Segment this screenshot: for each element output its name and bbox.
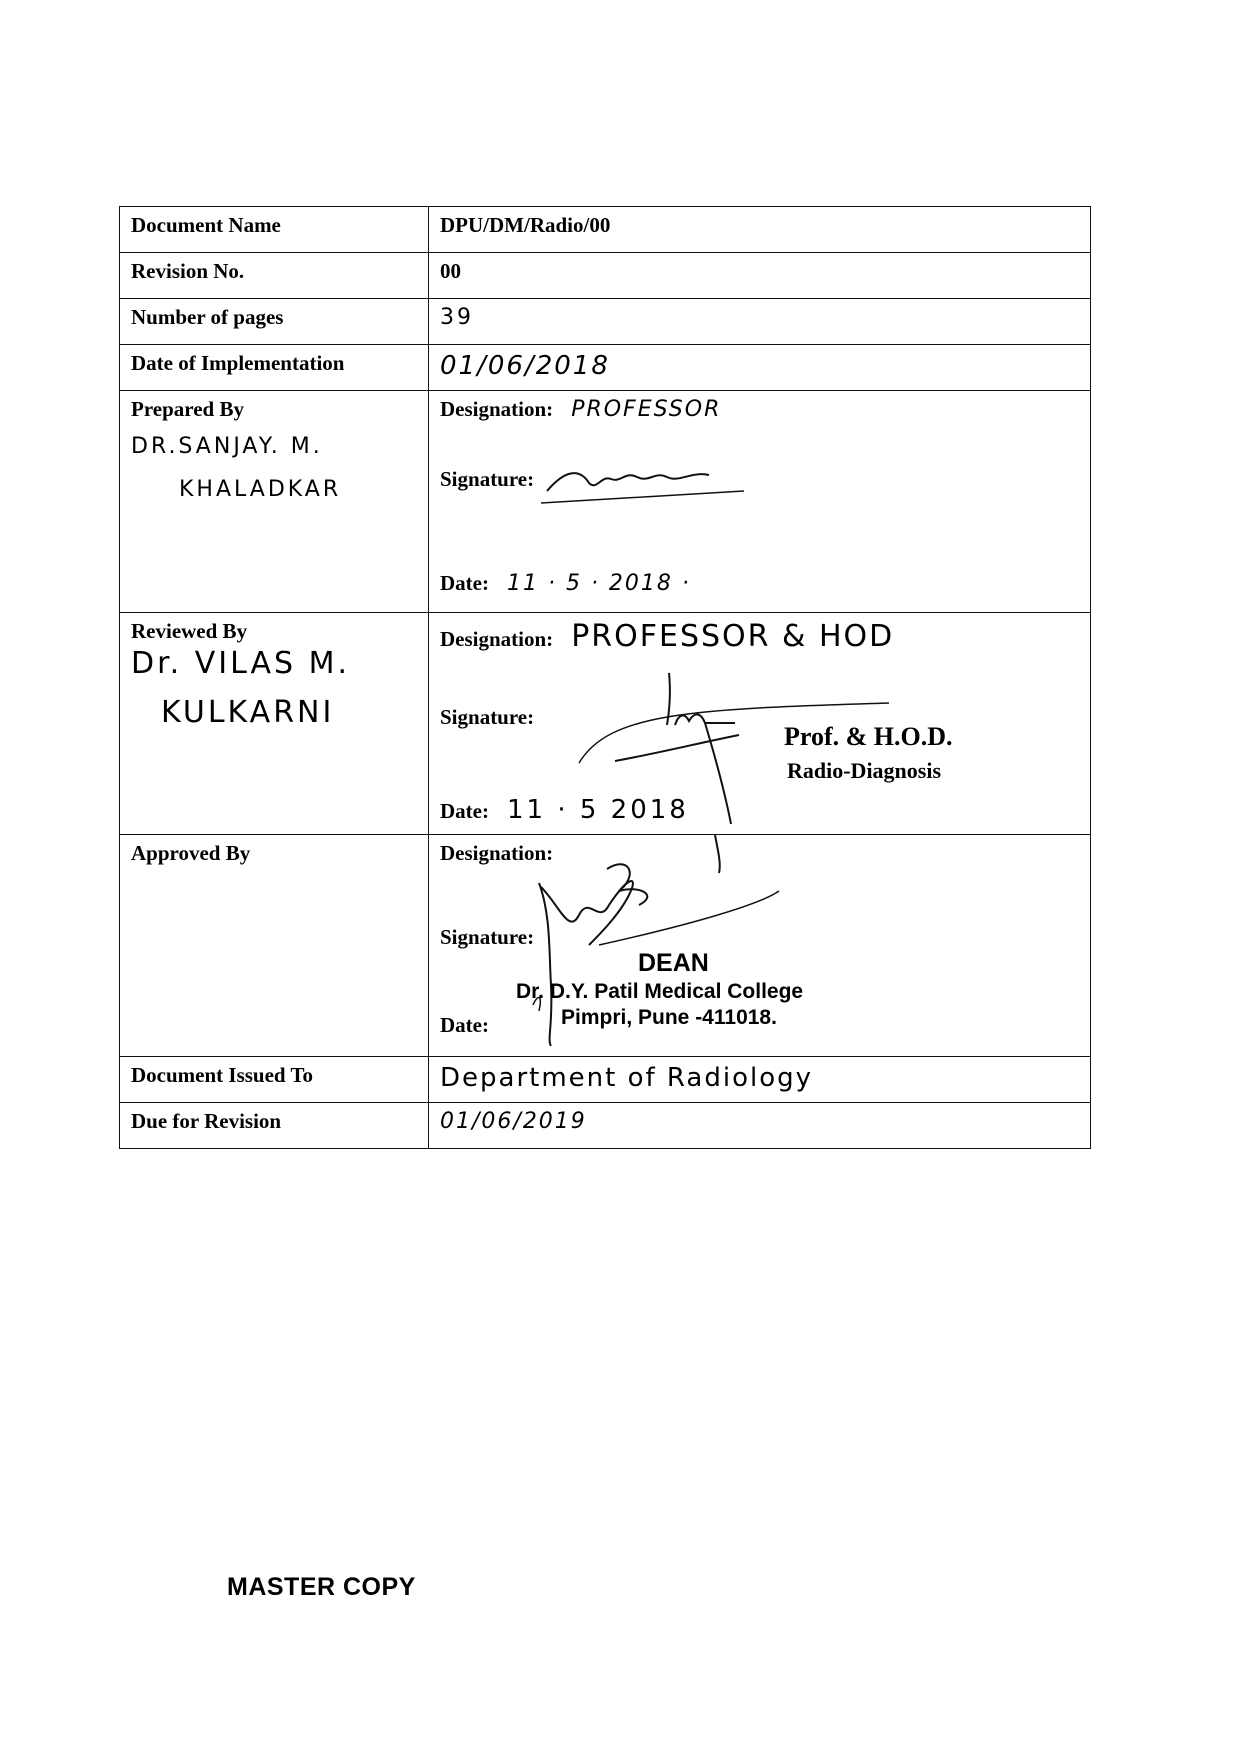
document-name-value: DPU/DM/Radio/00 — [429, 207, 1091, 253]
prepared-signature-field — [440, 467, 534, 492]
master-copy-label: MASTER COPY — [227, 1573, 416, 1601]
reviewed-by-cell — [120, 613, 429, 835]
number-of-pages-value — [429, 299, 1091, 345]
row-document-name — [120, 207, 1091, 253]
revision-no-value: 00 — [429, 253, 1091, 299]
revision-no-label: Revision No. — [120, 253, 429, 299]
reviewed-date-value: 11 · 5 2018 — [506, 795, 689, 825]
approved-signature-label: Signature: — [440, 925, 535, 949]
document-issued-to-label: Document Issued To — [120, 1057, 429, 1103]
approved-by-details — [429, 835, 1091, 1057]
approved-date-label: Date: — [440, 1013, 489, 1037]
prepared-date-label: Date: — [440, 571, 489, 595]
reviewed-designation-label: Designation: — [440, 627, 554, 651]
row-document-issued-to — [120, 1057, 1091, 1103]
implementation-date-handwritten: 01/06/2018 — [440, 351, 610, 381]
prepared-by-details — [429, 391, 1091, 613]
preparer-name-line2: KHALADKAR — [179, 477, 342, 502]
reviewer-name-line2: KULKARNI — [161, 695, 335, 730]
reviewed-signature-field — [440, 705, 534, 730]
prepared-by-label: Prepared By — [131, 397, 244, 421]
revision-date-handwritten: 01/06/2019 — [440, 1109, 587, 1134]
row-date-of-implementation — [120, 345, 1091, 391]
document-name-label: Document Name — [120, 207, 429, 253]
date-of-implementation-label: Date of Implementation — [120, 345, 429, 391]
reviewed-signature-label: Signature: — [440, 705, 535, 729]
approved-by-cell — [120, 835, 429, 1057]
approved-designation-field — [440, 841, 1079, 866]
approved-signature-field — [440, 925, 534, 950]
approved-designation-label: Designation: — [440, 841, 554, 865]
prepared-date-field — [440, 571, 691, 596]
row-reviewed-by — [120, 613, 1091, 835]
reviewer-name-line1: Dr. VILAS M. — [131, 646, 351, 681]
dean-stamp-line3: Pimpri, Pune -411018. — [561, 1006, 777, 1029]
prepared-designation-value: PROFESSOR — [571, 397, 722, 422]
number-of-pages-handwritten: 39 — [440, 305, 474, 330]
reviewed-designation-field — [440, 619, 1079, 654]
issued-to-handwritten: Department of Radiology — [440, 1063, 814, 1093]
prepared-by-cell — [120, 391, 429, 613]
row-number-of-pages — [120, 299, 1091, 345]
reviewed-designation-value: PROFESSOR & HOD — [571, 619, 895, 654]
date-of-implementation-value — [429, 345, 1091, 391]
row-prepared-by — [120, 391, 1091, 613]
prepared-designation-label: Designation: — [440, 397, 554, 421]
prepared-signature-label: Signature: — [440, 467, 535, 491]
prepared-date-value: 11 · 5 · 2018 · — [506, 571, 691, 596]
number-of-pages-label: Number of pages — [120, 299, 429, 345]
preparer-name-line1: DR.SANJAY. M. — [131, 434, 323, 459]
due-for-revision-value — [429, 1103, 1091, 1149]
prepared-designation-field — [440, 397, 1079, 422]
approved-by-label: Approved By — [131, 841, 251, 865]
hod-stamp-line1: Prof. & H.O.D. — [784, 722, 953, 751]
approved-date-field — [440, 1013, 489, 1038]
reviewed-by-details — [429, 613, 1091, 835]
hod-stamp-line2: Radio-Diagnosis — [787, 758, 942, 783]
row-due-for-revision — [120, 1103, 1091, 1149]
reviewed-by-label: Reviewed By — [131, 619, 248, 643]
document-issued-to-value — [429, 1057, 1091, 1103]
reviewed-date-label: Date: — [440, 799, 489, 823]
dean-stamp-line2: Dr. D.Y. Patil Medical College — [516, 980, 804, 1003]
reviewed-date-field — [440, 795, 689, 825]
row-revision-no — [120, 253, 1091, 299]
document-control-table — [119, 206, 1091, 1149]
due-for-revision-label: Due for Revision — [120, 1103, 429, 1149]
dean-stamp-line1: DEAN — [638, 949, 709, 977]
row-approved-by — [120, 835, 1091, 1057]
